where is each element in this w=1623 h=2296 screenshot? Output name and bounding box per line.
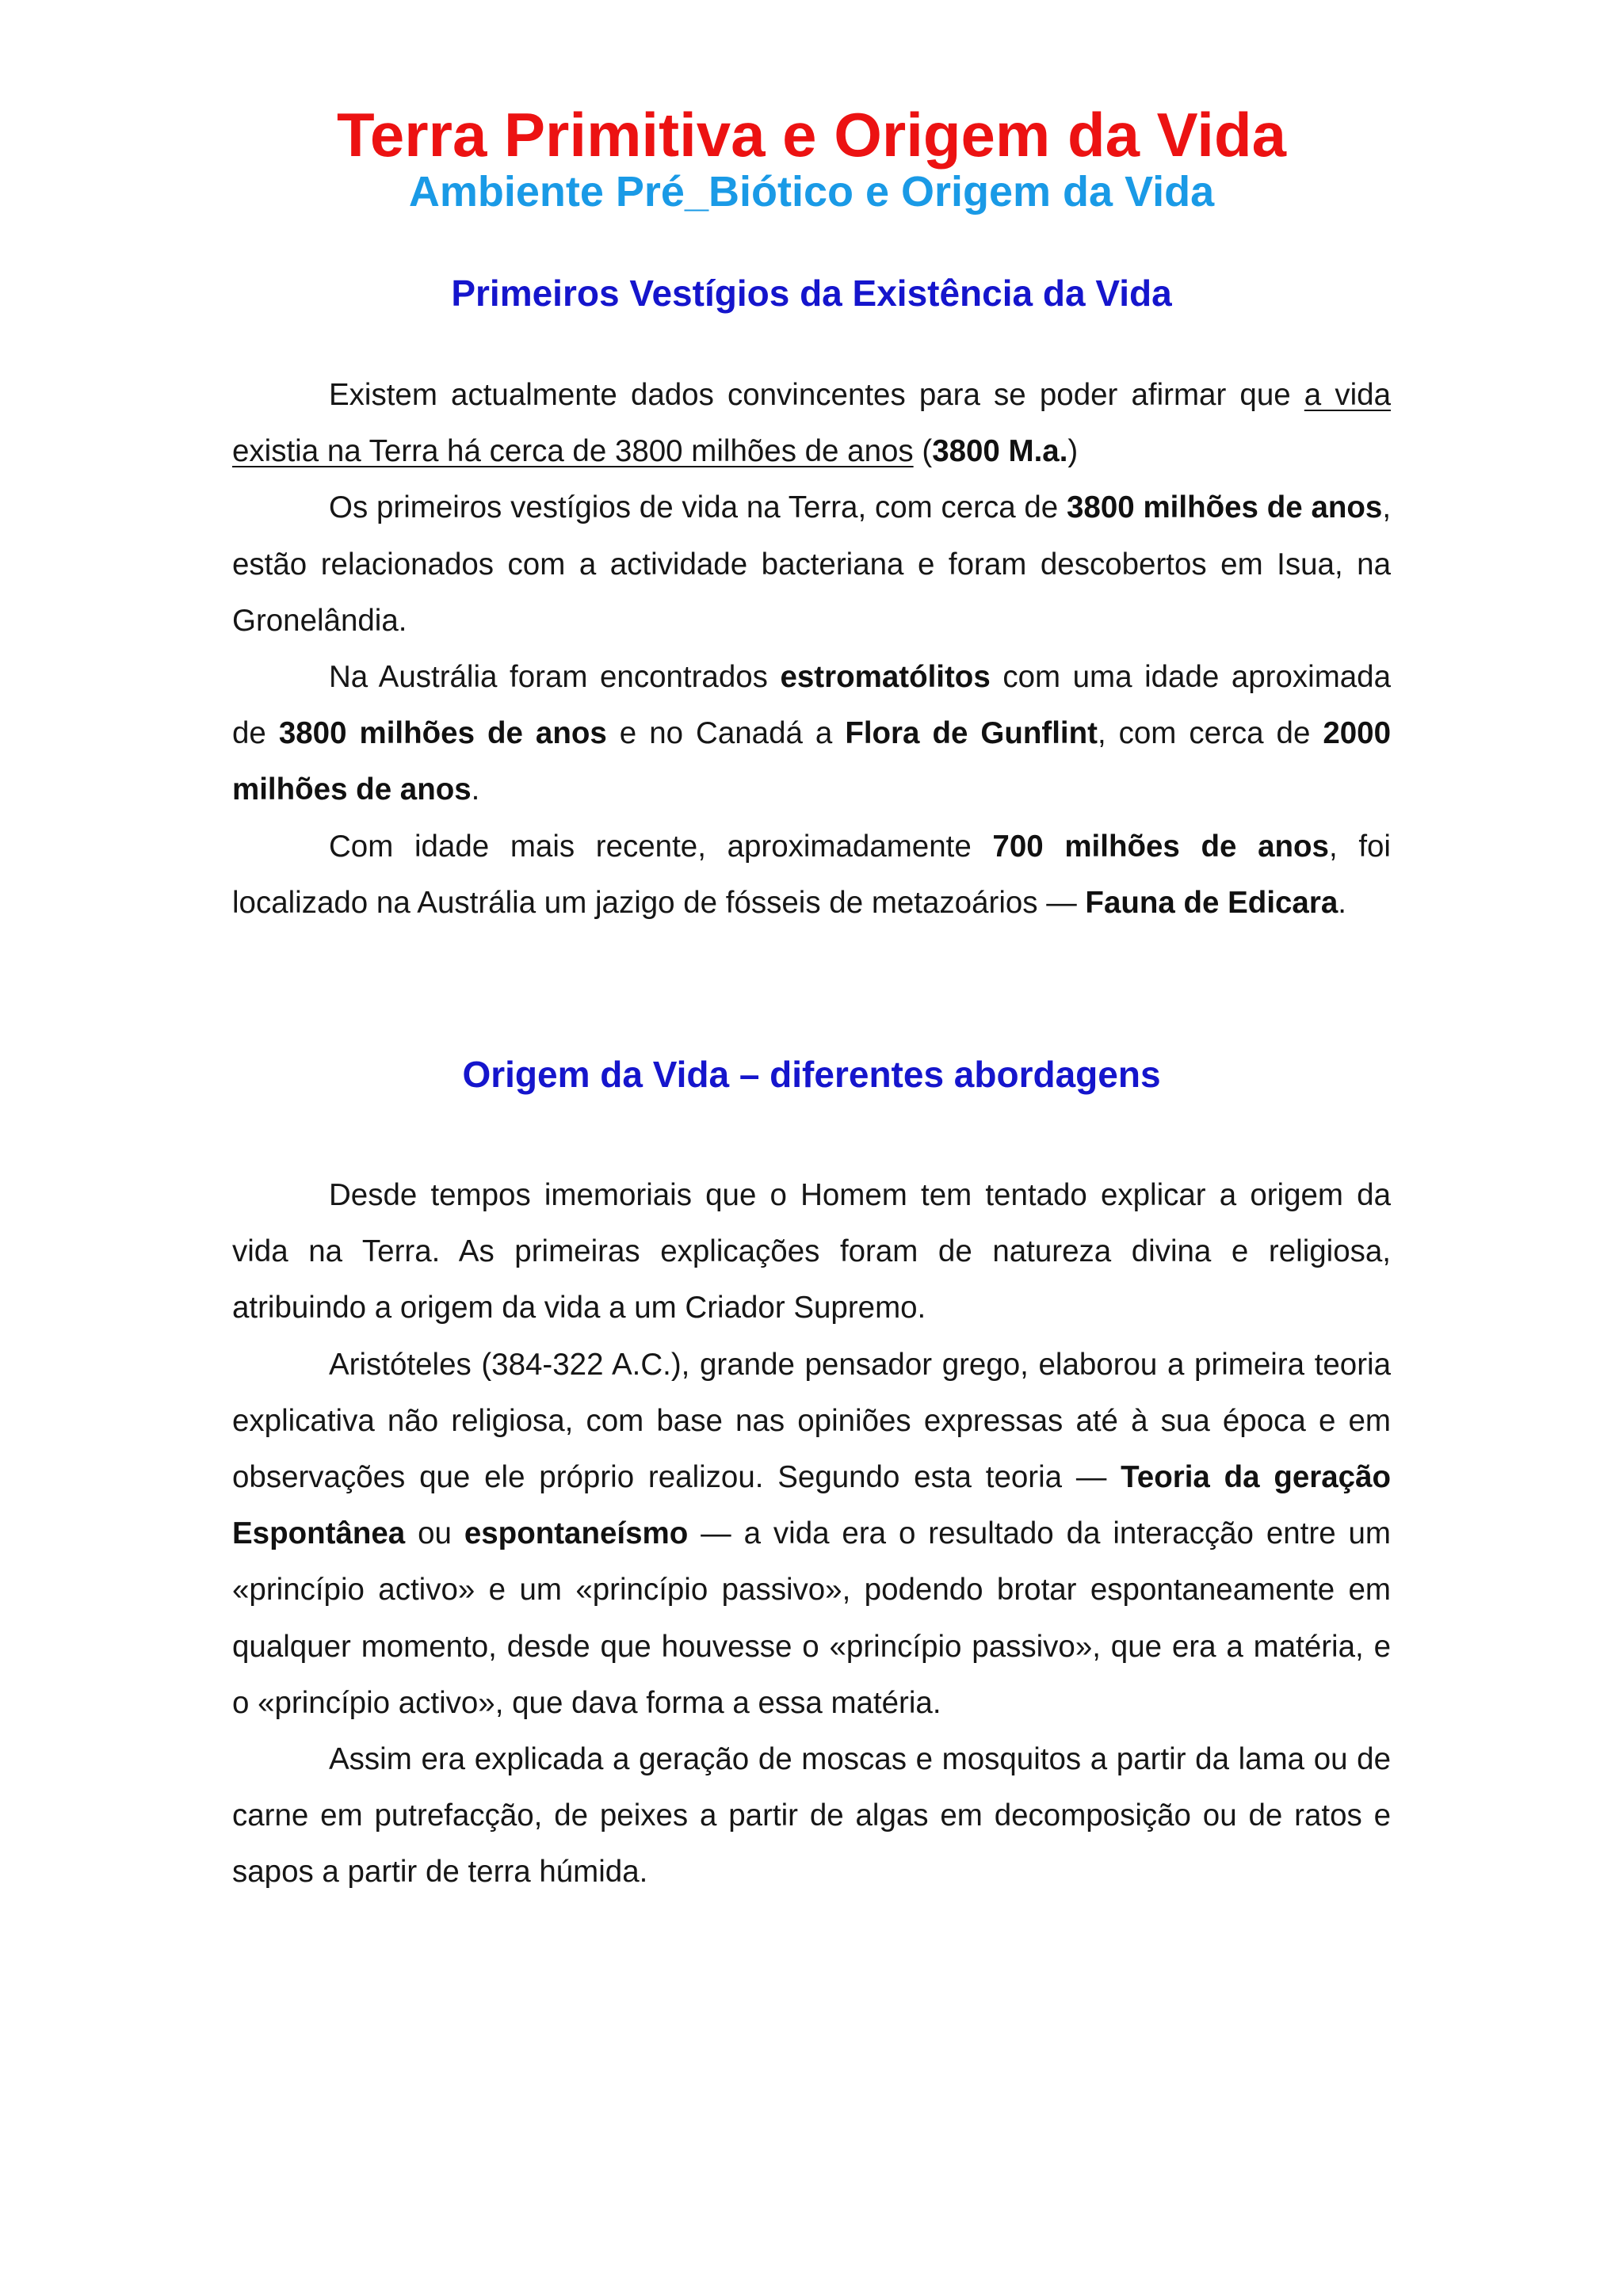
text-run: Os primeiros vestígios de vida na Terra, com cerca de <box>329 490 1067 525</box>
bold-text: Teoria da geração Espontânea <box>232 1460 1392 1551</box>
text-run: . <box>1338 885 1346 920</box>
text-run: Na Austrália foram encontrados <box>329 660 781 695</box>
text-run: Existem actualmente dados convincentes para se poder afirmar que <box>329 378 1304 412</box>
bold-text: 700 milhões de anos <box>992 829 1329 864</box>
text-run: Aristóteles (384-322 A.C.), grande pensador grego, elaborou a primeira teoria explicativa não religiosa, com base nas opiniões expressas até à sua época e em observações que ele próprio realizou. Segundo esta teoria — <box>232 1347 1391 1495</box>
paragraph <box>232 479 1391 649</box>
paragraph <box>232 649 1391 818</box>
section-heading-origem-da-vida: Origem da Vida – diferentes abordagens <box>462 1054 1161 1095</box>
section-body-origem-da-vida <box>232 1167 1391 1901</box>
bold-text: 3800 M.a. <box>932 434 1068 469</box>
text-run: . <box>471 772 480 807</box>
page-subtitle: Ambiente Pré_Biótico e Origem da Vida <box>408 168 1215 215</box>
bold-text: 2000 milhões de anos <box>232 716 1392 807</box>
text-run: , estão relacionados com a actividade bacteriana e foram descobertos em Isua, na Gronelândia. <box>232 490 1392 638</box>
paragraph <box>232 1167 1391 1337</box>
paragraph <box>232 818 1391 931</box>
section-heading-primeiros-vestigios: Primeiros Vestígios da Existência da Vida <box>451 273 1172 314</box>
bold-text: espontaneísmo <box>464 1516 689 1551</box>
text-run: Assim era explicada a geração de moscas e mosquitos a partir da lama ou de carne em putrefacção, de peixes a partir de algas em decomposição ou de ratos e sapos a partir de terra húmida. <box>232 1742 1391 1890</box>
text-run: Com idade mais recente, aproximadamente <box>329 829 993 864</box>
text-run: e no Canadá a <box>606 716 846 751</box>
section-body-primeiros-vestigios <box>232 367 1391 931</box>
text-run: ou <box>405 1516 464 1551</box>
underlined-text: a vida existia na Terra há cerca de 3800 milhões de anos <box>232 378 1391 469</box>
paragraph <box>232 1337 1391 1731</box>
text-run: ( <box>913 434 933 469</box>
bold-text: estromatólitos <box>780 660 991 695</box>
text-run: ) <box>1067 434 1079 469</box>
paragraph <box>232 367 1391 479</box>
text-run: , foi localizado na Austrália um jazigo de fósseis de metazoários — <box>232 829 1391 920</box>
text-run: — a vida era o resultado da interacção entre um «princípio activo» e um «princípio passivo», podendo brotar espontaneamente em qualquer momento, desde que houvesse o «princípio passivo», que era a matéria, e o «princípio activo», que dava forma a essa matéria. <box>232 1516 1391 1720</box>
bold-text: 3800 milhões de anos <box>278 716 607 751</box>
paragraph <box>232 1731 1391 1901</box>
bold-text: Fauna de Edicara <box>1085 885 1338 920</box>
text-run: Desde tempos imemoriais que o Homem tem tentado explicar a origem da vida na Terra. As primeiras explicações foram de natureza divina e religiosa, atribuindo a origem da vida a um Criador Supremo. <box>232 1178 1391 1325</box>
bold-text: Flora de Gunflint <box>845 716 1098 751</box>
text-run: com uma idade aproximada de <box>232 660 1392 751</box>
page-title: Terra Primitiva e Origem da Vida <box>337 100 1286 170</box>
text-run: , com cerca de <box>1097 716 1323 751</box>
bold-text: 3800 milhões de anos <box>1067 490 1383 525</box>
